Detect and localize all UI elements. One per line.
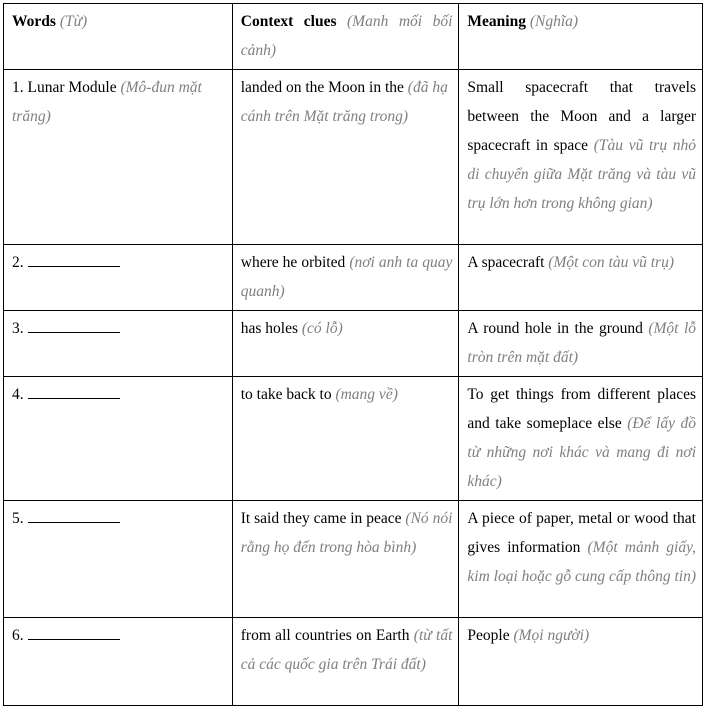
meaning-text: To get things from different places and take someplace else [467, 386, 696, 432]
word-blank-line [28, 314, 120, 333]
word-cell [4, 70, 233, 245]
meaning-cell [459, 377, 703, 501]
header-words-vi: (Từ) [59, 13, 88, 30]
word-cell [4, 377, 233, 501]
header-meaning [459, 4, 703, 70]
context-cell [232, 70, 459, 245]
context-text: It said they came in peace [240, 510, 402, 527]
word-text: 1. Lunar Module [12, 79, 117, 96]
vocabulary-table [3, 3, 703, 706]
word-text: 4. [12, 386, 24, 403]
word-vi: (Mô-đun mặt trăng) [12, 79, 202, 125]
header-context-vi: (Manh mối bối cảnh) [240, 13, 453, 59]
context-vi: (từ tất cả các quốc gia trên Trái đất) [240, 627, 453, 673]
meaning-cell [459, 501, 703, 618]
table-row [4, 377, 703, 501]
context-vi: (Nó nói rằng họ đến trong hòa bình) [240, 510, 453, 556]
header-words-label: Words [12, 13, 56, 30]
context-text: to take back to [240, 386, 332, 403]
context-vi: (có lỗ) [301, 320, 343, 337]
word-blank-line [28, 248, 120, 267]
word-blank-line [28, 621, 120, 640]
meaning-vi: (Một lỗ tròn trên mặt đất) [467, 320, 697, 366]
context-cell [232, 618, 459, 706]
word-blank-line [28, 504, 120, 523]
meaning-cell [459, 245, 703, 311]
word-cell [4, 501, 233, 618]
meaning-vi: (Mọi người) [513, 627, 590, 644]
word-cell [4, 618, 233, 706]
meaning-text: Small spacecraft that travels between the Moon and a larger spacecraft in space [467, 79, 696, 154]
word-blank-line [28, 380, 120, 399]
context-cell [232, 311, 459, 377]
header-context-label: Context clues [240, 13, 337, 30]
meaning-vi: (Một con tàu vũ trụ) [548, 254, 674, 271]
table-row [4, 70, 703, 245]
word-cell [4, 245, 233, 311]
context-vi: (mang về) [335, 386, 398, 403]
context-text: from all countries on Earth [240, 627, 410, 644]
word-text: 3. [12, 320, 24, 337]
context-text: where he orbited [240, 254, 346, 271]
word-text: 5. [12, 510, 24, 527]
table-row [4, 501, 703, 618]
header-meaning-label: Meaning [467, 13, 526, 30]
meaning-cell [459, 70, 703, 245]
context-vi: (nơi anh ta quay quanh) [240, 254, 453, 300]
meaning-vi: (Tàu vũ trụ nhỏ di chuyển giữa Mặt trăng và tàu vũ trụ lớn hơn trong không gian) [467, 137, 697, 212]
meaning-vi: (Để lấy đồ từ những nơi khác và mang đi nơi khác) [467, 415, 697, 490]
context-text: has holes [240, 320, 299, 337]
context-text: landed on the Moon in the [240, 79, 404, 96]
table-header-row [4, 4, 703, 70]
context-vi: (đã hạ cánh trên Mặt trăng trong) [240, 79, 448, 125]
header-context [232, 4, 459, 70]
header-meaning-vi: (Nghĩa) [529, 13, 579, 30]
word-cell [4, 311, 233, 377]
context-cell [232, 501, 459, 618]
table-row [4, 245, 703, 311]
table-row [4, 311, 703, 377]
meaning-text: A round hole in the ground [467, 320, 643, 337]
context-cell [232, 245, 459, 311]
meaning-text: A spacecraft [467, 254, 545, 271]
header-words [4, 4, 233, 70]
meaning-text: A piece of paper, metal or wood that gives information [467, 510, 696, 556]
word-text: 6. [12, 627, 24, 644]
word-text: 2. [12, 254, 24, 271]
context-cell [232, 377, 459, 501]
meaning-cell [459, 618, 703, 706]
meaning-text: People [467, 627, 510, 644]
meaning-cell [459, 311, 703, 377]
meaning-vi: (Một mảnh giấy, kim loại hoặc gỗ cung cấp thông tin) [467, 539, 697, 585]
table-row [4, 618, 703, 706]
